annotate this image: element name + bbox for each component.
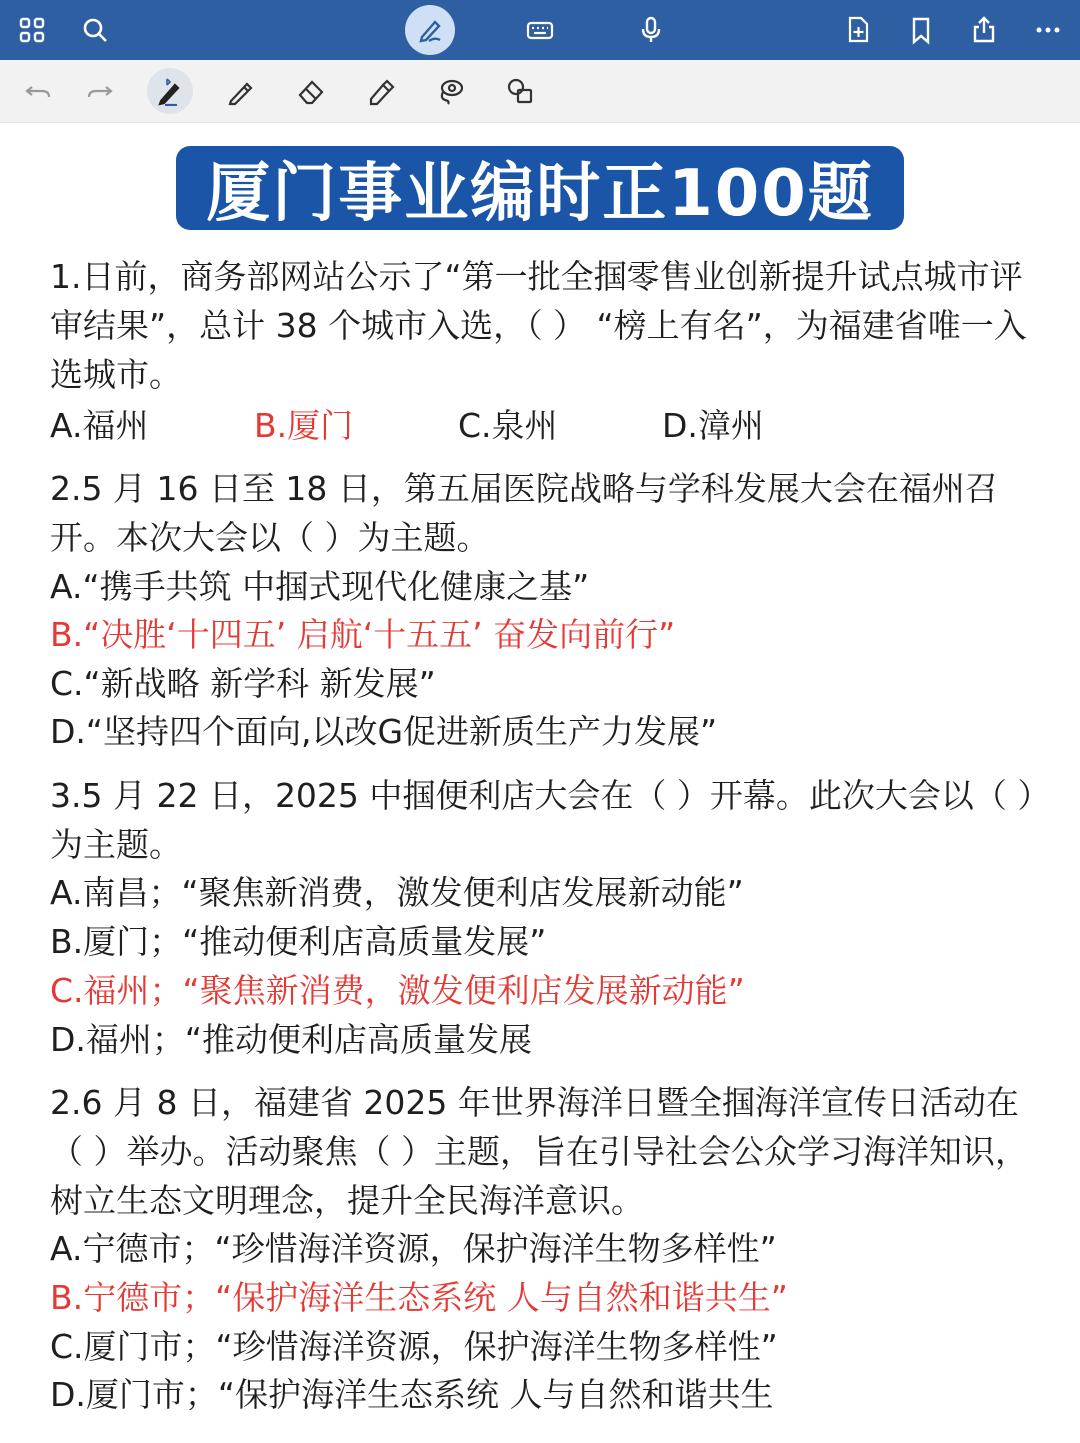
more-icon[interactable] bbox=[1026, 8, 1070, 52]
grid-icon[interactable] bbox=[10, 8, 54, 52]
add-page-icon[interactable] bbox=[836, 8, 880, 52]
question-2-option-d: D.“坚持四个面向,以改G促进新质生产力发展” bbox=[50, 712, 718, 751]
question-1-option-c: C.泉州 bbox=[458, 406, 558, 445]
question-2-text: 2.5 月 16 日至 18 日，第五届医院战略与学科发展大会在福州召开。本次大会以（ ）为主题。 bbox=[50, 469, 998, 557]
question-1-option-b: B.厦门 bbox=[254, 406, 354, 445]
question-1-option-a: A.福州 bbox=[50, 406, 149, 445]
question-3-option-d: D.福州；“推动便利店高质量发展 bbox=[50, 1020, 532, 1059]
eraser-icon[interactable] bbox=[291, 71, 331, 111]
title-banner bbox=[176, 146, 904, 230]
undo-icon[interactable] bbox=[18, 71, 58, 111]
microphone-icon[interactable] bbox=[629, 8, 673, 52]
question-3-option-b: B.厦门；“推动便利店高质量发展” bbox=[50, 922, 547, 961]
search-icon[interactable] bbox=[73, 8, 117, 52]
question-1-text: 1.日前，商务部网站公示了“第一批全掴零售业创新提升试点城市评审结果”，总计 38 个城市入选，（ ） “榜上有名”，为福建省唯一入选城市。 bbox=[50, 257, 1027, 394]
keyboard-icon[interactable] bbox=[518, 8, 562, 52]
drawing-toolbar bbox=[0, 60, 1080, 123]
share-icon[interactable] bbox=[962, 8, 1006, 52]
question-4-option-a: A.宁德市；“珍惜海洋资源，保护海洋生物多样性” bbox=[50, 1229, 777, 1268]
question-4-option-d: D.厦门市；“保护海洋生态系统 人与自然和谐共生 bbox=[50, 1375, 774, 1414]
shapes-icon[interactable] bbox=[500, 71, 540, 111]
question-2-option-c: C.“新战略 新学科 新发展” bbox=[50, 664, 436, 703]
question-1-option-d: D.漳州 bbox=[662, 406, 764, 445]
question-2-option-b: B.“决胜‘十四五’ 启航‘十五五’ 奋发向前行” bbox=[50, 615, 676, 654]
question-2-option-a: A.“携手共筑 中掴式现代化健康之基” bbox=[50, 567, 590, 606]
top-app-bar bbox=[0, 0, 1080, 60]
question-4-option-c: C.厦门市；“珍惜海洋资源，保护海洋生物多样性” bbox=[50, 1327, 778, 1366]
lasso-icon[interactable] bbox=[431, 71, 471, 111]
page-title: 厦门事业编时正100题 bbox=[206, 157, 874, 231]
bluetooth-pen-icon[interactable] bbox=[147, 68, 193, 114]
question-3-option-c: C.福州；“聚焦新消费，激发便利店发展新动能” bbox=[50, 971, 745, 1010]
question-3-option-a: A.南昌；“聚焦新消费，激发便利店发展新动能” bbox=[50, 873, 744, 912]
highlighter-icon[interactable] bbox=[360, 71, 400, 111]
pen-mode-icon[interactable] bbox=[405, 5, 455, 55]
bookmark-icon[interactable] bbox=[899, 8, 943, 52]
document-page bbox=[0, 122, 1080, 1443]
pencil-icon[interactable] bbox=[221, 71, 261, 111]
question-4-option-b: B.宁德市；“保护海洋生态系统 人与自然和谐共生” bbox=[50, 1278, 788, 1317]
question-4-text: 2.6 月 8 日，福建省 2025 年世界海洋日暨全掴海洋宣传日活动在（ ）举办。活动聚焦（ ）主题，旨在引导社会公众学习海洋知识，树立生态文明理念，提升全民海洋意识。 bbox=[50, 1083, 1028, 1220]
redo-icon[interactable] bbox=[80, 71, 120, 111]
question-3-text: 3.5 月 22 日，2025 中掴便利店大会在（ ）开幕。此次大会以（ ）为主题。 bbox=[50, 776, 1034, 864]
